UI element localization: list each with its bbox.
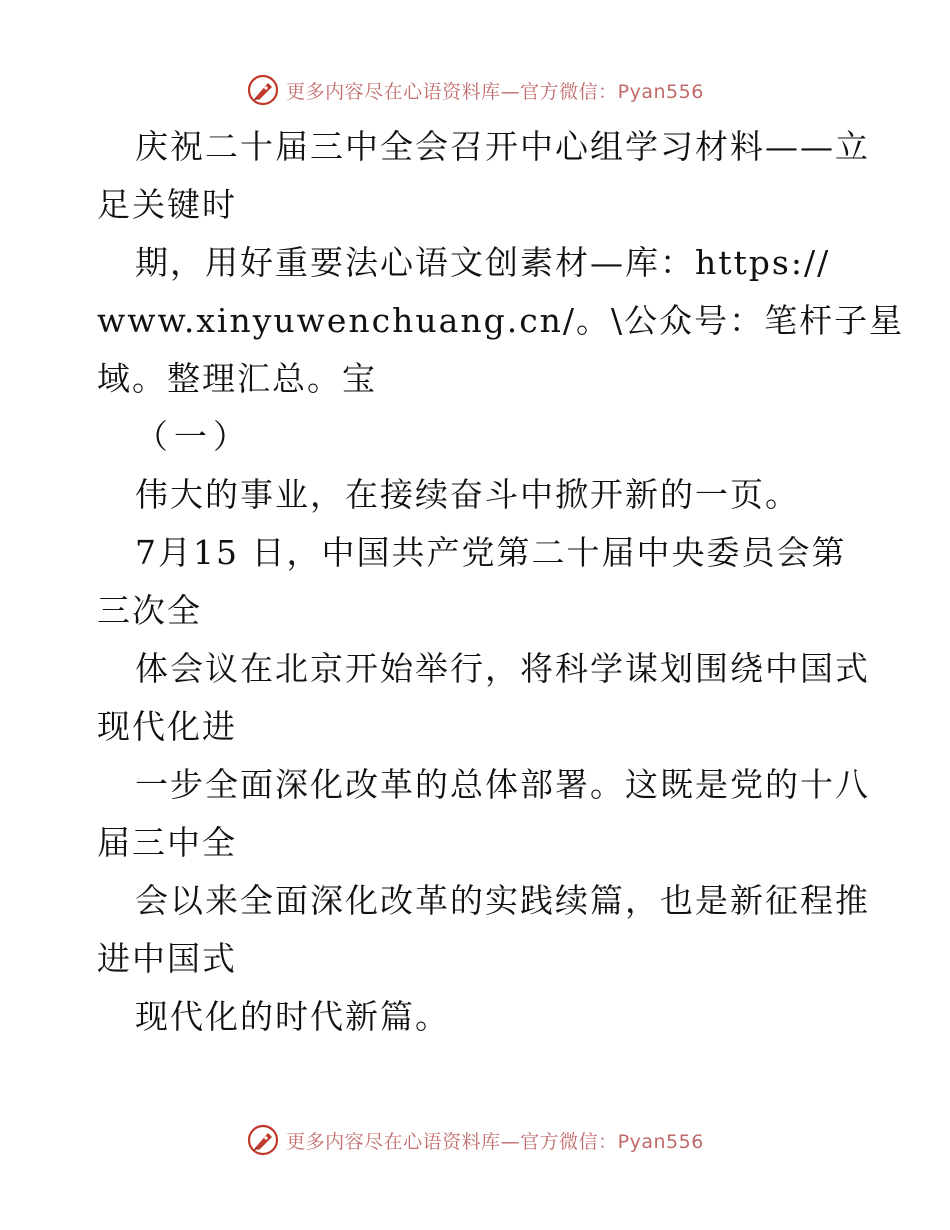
- section-heading: （一）: [135, 417, 252, 456]
- pen-nib-circle-icon: [246, 73, 280, 107]
- text-line: www.xinyuwenchuang.cn/。\公众号：笔杆子星: [97, 301, 905, 340]
- text-line: 届三中全: [97, 823, 237, 862]
- watermark-text: 更多内容尽在心语资料库—官方微信：Pyan556: [286, 1130, 704, 1153]
- title-line-1: 庆祝二十届三中全会召开中心组学习材料——立: [135, 127, 870, 166]
- title-line-2: 足关键时: [97, 185, 237, 224]
- watermark-text: 更多内容尽在心语资料库—官方微信：Pyan556: [286, 80, 704, 103]
- text-line: 一步全面深化改革的总体部署。这既是党的十八: [135, 765, 870, 804]
- document-body: [97, 118, 905, 1046]
- text-line: 进中国式: [97, 939, 237, 978]
- text-line: 现代化的时代新篇。: [135, 997, 450, 1036]
- watermark-group: [246, 1123, 704, 1157]
- text-line: 7月15 日，中国共产党第二十届中央委员会第: [135, 533, 847, 572]
- text-line: 伟大的事业，在接续奋斗中掀开新的一页。: [135, 475, 800, 514]
- pen-nib-circle-icon: [246, 1123, 280, 1157]
- text-line: 会以来全面深化改革的实践续篇，也是新征程推: [135, 881, 870, 920]
- header-watermark: [0, 70, 950, 110]
- footer-watermark: [0, 1120, 950, 1160]
- text-line: 三次全: [97, 591, 202, 630]
- watermark-group: [246, 73, 704, 107]
- text-line: 现代化进: [97, 707, 237, 746]
- text-line: 域。整理汇总。宝: [97, 359, 377, 398]
- text-line: 期，用好重要法心语文创素材—库：https://: [135, 243, 831, 282]
- text-line: 体会议在北京开始举行，将科学谋划围绕中国式: [135, 649, 870, 688]
